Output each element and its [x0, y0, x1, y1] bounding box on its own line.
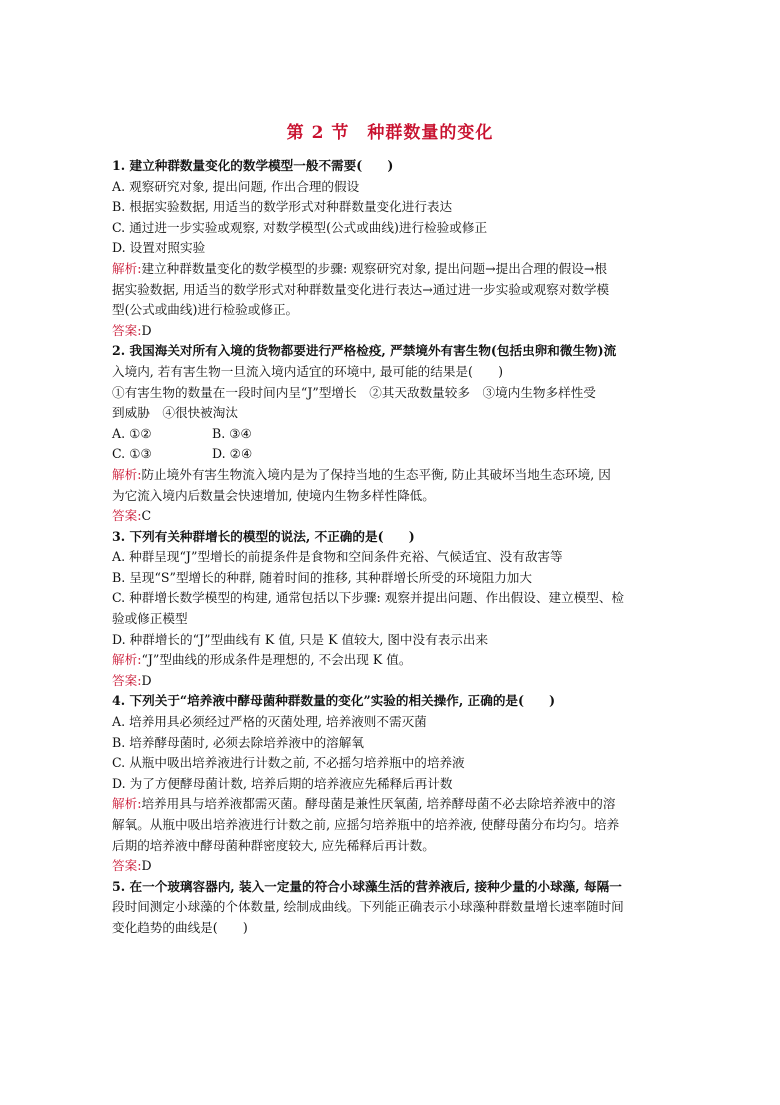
option-b: B. 培养酵母菌时, 必须去除培养液中的溶解氧: [112, 734, 364, 750]
analysis-label: 解析:: [112, 260, 142, 276]
option-a: A. 培养用具必须经过严格的灭菌处理, 培养液则不需灭菌: [112, 714, 427, 730]
page-title: 第 2 节 种群数量的变化: [286, 123, 494, 143]
question-stem: ①有害生物的数量在一段时间内呈“J”型增长 ②其天敌数量较多 ③境内生物多样性受: [112, 384, 596, 400]
analysis-line: 解氧。从瓶中吸出培养液进行计数之前, 应摇匀培养瓶中的培养液, 使酵母菌分布均匀。培养: [112, 817, 620, 832]
question-stem: 段时间测定小球藻的个体数量, 绘制成曲线。下列能正确表示小球藻种群数量增长速率随时间: [112, 899, 624, 915]
option-b: B. ③④: [212, 425, 252, 441]
question-stem: 2. 我国海关对所有入境的货物都要进行严格检疫, 严禁境外有害生物(包括虫卵和微生物)流: [112, 343, 617, 359]
question-stem: 到威胁 ④很快被淘汰: [112, 405, 238, 421]
answer-label: 答案:: [112, 508, 142, 524]
answer-label: 答案:: [112, 322, 142, 338]
question-stem: 5. 在一个玻璃容器内, 装入一定量的符合小球藻生活的营养液后, 接种少量的小球藻, 每隔一: [112, 878, 622, 894]
answer-value: D: [141, 672, 152, 688]
analysis-label: 解析:: [112, 796, 142, 812]
option-c: C. 种群增长数学模型的构建, 通常包括以下步骤: 观察并提出问题、作出假设、建立模型、检: [112, 590, 625, 606]
analysis-line: 解析:建立种群数量变化的数学模型的步骤: 观察研究对象, 提出问题→提出合理的假设→根: [112, 260, 607, 276]
option-a: A. 观察研究对象, 提出问题, 作出合理的假设: [112, 178, 360, 194]
question-3: [112, 527, 672, 692]
answer-line: [112, 321, 672, 342]
question-stem: 变化趋势的曲线是( ): [112, 919, 248, 935]
analysis-line: 型(公式或曲线)进行检验或修正。: [112, 302, 299, 318]
answer-value: D: [141, 858, 152, 874]
option-d: D. 种群增长的“J”型曲线有 K 值, 只是 K 值较大, 图中没有表示出来: [112, 631, 489, 647]
option-c: C. ①③: [112, 446, 152, 462]
question-4: [112, 691, 672, 876]
answer-value: D: [141, 322, 152, 338]
option-d: D. ②④: [212, 446, 253, 462]
option-c: C. 从瓶中吸出培养液进行计数之前, 不必摇匀培养瓶中的培养液: [112, 755, 465, 771]
answer-label: 答案:: [112, 858, 142, 874]
option-c-cont: 验或修正模型: [112, 611, 188, 627]
option-a: A. ①②: [112, 425, 152, 441]
question-stem: 3. 下列有关种群增长的模型的说法, 不正确的是( ): [112, 528, 415, 544]
analysis-label: 解析:: [112, 652, 142, 668]
question-stem: 入境内, 若有害生物一旦流入境内适宜的环境中, 最可能的结果是( ): [112, 363, 504, 379]
analysis-label: 解析:: [112, 466, 142, 482]
answer-line: [112, 671, 672, 692]
analysis-line: 解析:培养用具与培养液都需灭菌。酵母菌是兼性厌氧菌, 培养酵母菌不必去除培养液中的溶: [112, 796, 616, 812]
answer-label: 答案:: [112, 672, 142, 688]
option-a: A. 种群呈现“J”型增长的前提条件是食物和空间条件充裕、气候适宜、没有敌害等: [112, 549, 563, 565]
answer-line: [112, 856, 672, 877]
options-row: [112, 444, 672, 465]
analysis-line: 据实验数据, 用适当的数学形式对种群数量变化进行表达→通过进一步实验或观察对数学模: [112, 281, 610, 297]
analysis-line: 解析:防止境外有害生物流入境内是为了保持当地的生态平衡, 防止其破坏当地生态环境, 因: [112, 466, 611, 482]
option-d: D. 设置对照实验: [112, 240, 206, 256]
question-list: [112, 156, 672, 939]
question-2: [112, 341, 672, 526]
analysis-line: 后期的培养液中酵母菌种群密度较大, 应先稀释后再计数。: [112, 837, 435, 853]
answer-line: [112, 506, 672, 527]
option-c: C. 通过进一步实验或观察, 对数学模型(公式或曲线)进行检验或修正: [112, 219, 488, 235]
option-b: B. 呈现“S”型增长的种群, 随着时间的推移, 其种群增长所受的环境阻力加大: [112, 569, 532, 585]
analysis-line: 为它流入境内后数量会快速增加, 使境内生物多样性降低。: [112, 487, 435, 503]
question-stem: 1. 建立种群数量变化的数学模型一般不需要( ): [112, 158, 394, 173]
option-d: D. 为了方便酵母菌计数, 培养后期的培养液应先稀释后再计数: [112, 775, 453, 791]
question-1: [112, 156, 672, 341]
question-stem: 4. 下列关于“培养液中酵母菌种群数量的变化”实验的相关操作, 正确的是( ): [112, 693, 556, 709]
option-b: B. 根据实验数据, 用适当的数学形式对种群数量变化进行表达: [112, 199, 453, 215]
answer-value: C: [141, 508, 152, 524]
analysis-line: 解析:“J”型曲线的形成条件是理想的, 不会出现 K 值。: [112, 652, 412, 668]
options-row: [112, 424, 672, 445]
question-5: [112, 877, 672, 939]
